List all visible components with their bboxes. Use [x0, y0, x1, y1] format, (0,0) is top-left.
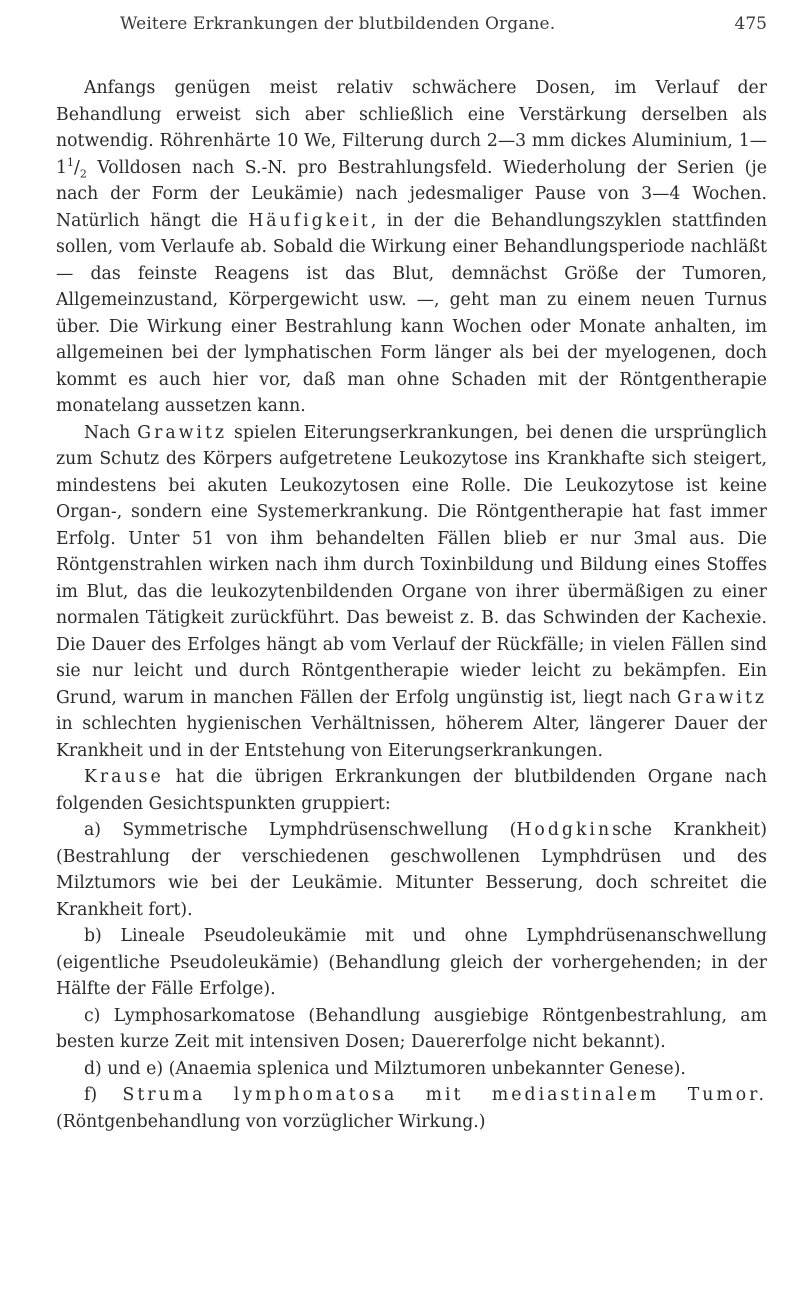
spaced-emphasis: Struma lymphomatosa mit mediastinalem Tumor. [122, 1085, 767, 1105]
text-run: Anfangs genügen meist relativ schwächere Dosen, im Verlauf der Behandlung erweist sich aber schließlich eine Verstärkung derselben als notwendig. Röhrenhärte 10 We, Filterung durch 2—3 mm dickes Aluminium, 1—1 [56, 78, 767, 178]
list-item-f [56, 1082, 767, 1135]
list-item-d: d) und e) (Anaemia splenica und Milztumoren unbekannter Genese). [84, 1058, 686, 1079]
list-item-a [56, 817, 767, 923]
list-item-c: c) Lymphosarkomatose (Behandlung ausgiebige Röntgenbestrahlung, am besten kurze Zeit mit intensiven Dosen; Dauererfolge nicht bekannt). [56, 1005, 767, 1052]
fraction-numerator: 1 [67, 155, 74, 169]
text-run: in schlechten hygienischen Verhältnissen, höherem Alter, längerer Dauer der Krankheit und in der Entstehung von Eiterungserkrankungen. [56, 714, 767, 761]
text-run: , in der die Behandlungszyklen stattfinden sollen, vom Verlaufe ab. Sobald die Wirkung einer Behandlungsperiode nachläßt — das feinste Reagens ist das Blut, demnächst Größe der Tumoren, Allgemeinzustand, Körpergewicht usw. —, geht man zu einem neuen Turnus über. Die Wirkung einer Bestrahlung kann Wochen oder Monate anhalten, im allgemeinen bei der lymphatischen Form länger als bei der myelogenen, doch kommt es auch hier vor, daß man ohne Schaden mit der Röntgentherapie monatelang aussetzen kann. [56, 210, 767, 416]
text-run: a) Symmetrische Lymphdrüsenschwellung ( [84, 820, 517, 840]
running-title: Weitere Erkrankungen der blutbildenden Organe. [120, 14, 556, 34]
author-name: Hodgkin [516, 820, 613, 840]
text-run: spielen Eiterungserkrankungen, bei denen die ursprünglich zum Schutz des Körpers aufgetretene Leukozytose ins Krankhafte sich steigert, mindestens bei akuten Leukozytosen eine Rolle. Die Leukozytose ist keine Organ-, sondern eine Systemerkrankung. Die Röntgentherapie hat fast immer Erfolg. Unter 51 von ihm behandelten Fällen blieb er nur 3mal aus. Die Röntgenstrahlen wirken nach ihm durch Toxinbildung und Bildung eines Stoffes im Blut, das die leukozytenbildenden Organe von ihrer übermäßigen zu einer normalen Tätigkeit zurückführt. Das beweist z. B. das Schwinden der Kachexie. Die Dauer des Erfolges hängt ab vom Verlauf der Rückfälle; in vielen Fällen sind sie nur leicht und durch Röntgentherapie wieder leicht zu bekämpfen. Ein Grund, warum in manchen Fällen der Erfolg ungünstig ist, liegt nach [56, 422, 767, 708]
author-name: Grawitz [137, 422, 228, 443]
page-number: 475 [734, 14, 767, 34]
fraction-denominator: 2 [79, 166, 87, 180]
text-run: sche Krankheit) (Bestrahlung der verschiedenen geschwollenen Lymphdrüsen und des Milztumors wie bei der Leukämie. Mitunter Besserung, doch schreitet die Krankheit fort). [56, 820, 767, 920]
author-name: Grawitz [677, 687, 767, 708]
author-name: Krause [84, 767, 164, 787]
text-run: hat die übrigen Erkrankungen der blutbildenden Organe nach folgenden Gesichtspunkten gruppiert: [56, 767, 767, 814]
body-text [56, 75, 767, 1135]
text-run: (Röntgenbehandlung von vorzüglicher Wirkung.) [56, 1111, 486, 1132]
text-run: Nach [84, 422, 138, 443]
paragraph-dosage: Anfangs genügen meist relativ schwächere Dosen, im Verlauf der Behandlung erweist sich aber schließlich eine Verstärkung derselben als notwendig. Röhrenhärte 10 We, Filterung durch 2—3 mm dickes Aluminium, $1—1^1/_2$ Volldosen nach S.-N. pro Bestrahlungsfeld. Wiederholung der Serien (je nach der Form der Leukämie) nach jedesmaliger Pause von 3—4 Wochen. Natürlich hängt die Häufigkeit, in der die Behandlungszyklen stattfinden sollen, vom Verlaufe ab. Sobald die Wirkung einer Behandlungsperiode nachläßt — das feinste Reagens ist das Blut, demnächst Größe der Tumoren, Allgemeinzustand, Körpergewicht usw. —, geht man zu einem neuen Turnus über. Die Wirkung einer Bestrahlung kann Wochen oder Monate anhalten, im allgemeinen bei der lymphatischen Form länger als bei der myelogenen, doch kommt es auch hier vor, daß man ohne Schaden mit der Röntgentherapie monatelang aussetzen kann. [56, 78, 767, 416]
paragraph-krause [56, 764, 767, 817]
text-run: f) [84, 1085, 123, 1105]
text-run: Volldosen nach S.-N. pro Bestrahlungsfeld. Wiederholung der Serien (je nach der Form der Leukämie) nach jedesmaliger Pause von 3—4 Wochen. Natürlich hängt die [56, 157, 767, 231]
list-item-b: b) Lineale Pseudoleukämie mit und ohne Lymphdrüsenanschwellung (eigentliche Pseudoleukämie) (Behandlung gleich der vorhergehenden; in der Hälfte der Fälle Erfolge). [56, 926, 767, 999]
paragraph-grawitz [56, 420, 767, 765]
running-head [56, 10, 767, 40]
spaced-emphasis: Häufigkeit [248, 210, 371, 231]
book-page [56, 10, 767, 1135]
